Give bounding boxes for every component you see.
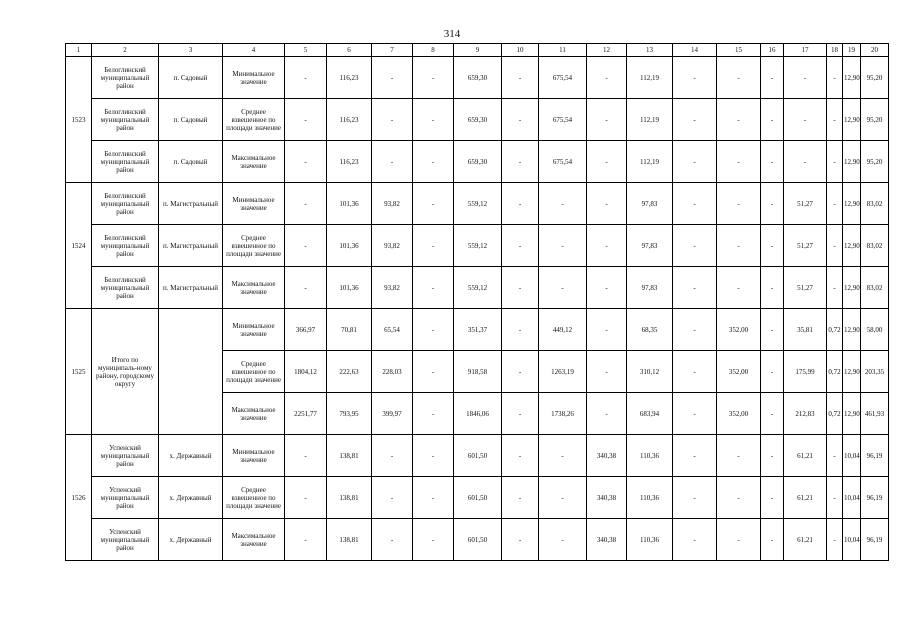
column-number-header: 20 [861, 44, 889, 57]
value-cell: - [717, 435, 761, 477]
table-body [66, 57, 889, 561]
value-cell: 61,21 [784, 477, 827, 519]
value-cell: - [673, 435, 717, 477]
settlement-cell: п. Магистральный [159, 183, 223, 225]
value-cell: 101,36 [327, 267, 372, 309]
value-type-cell: Среднее взвешенное по площади значение [223, 351, 285, 393]
value-cell: 101,36 [327, 183, 372, 225]
district-cell: Белоглинский муниципальный район [92, 183, 159, 225]
record-id-cell: 1525 [66, 309, 92, 435]
value-cell: - [761, 183, 784, 225]
value-cell: 0,72 [827, 393, 843, 435]
value-cell: - [827, 183, 843, 225]
value-cell: 12,90 [843, 57, 861, 99]
value-cell: - [285, 183, 327, 225]
value-cell: - [673, 477, 717, 519]
value-cell: - [285, 477, 327, 519]
value-cell: 366,97 [285, 309, 327, 351]
value-cell: 449,12 [539, 309, 587, 351]
value-cell: 310,12 [627, 351, 673, 393]
value-cell: - [413, 57, 454, 99]
value-cell: - [372, 435, 413, 477]
value-cell: 12,90 [843, 351, 861, 393]
column-number-header: 12 [587, 44, 627, 57]
value-cell: - [502, 183, 539, 225]
value-cell: 138,81 [327, 477, 372, 519]
value-cell: - [539, 477, 587, 519]
value-cell: - [673, 267, 717, 309]
table-row [66, 267, 889, 309]
value-type-cell: Минимальное значение [223, 183, 285, 225]
table-row [66, 57, 889, 99]
settlement-cell: х. Державный [159, 477, 223, 519]
value-cell: - [502, 477, 539, 519]
column-number-header: 10 [502, 44, 539, 57]
table-row [66, 477, 889, 519]
value-cell: - [761, 519, 784, 561]
value-cell: 12,90 [843, 183, 861, 225]
column-number-header: 16 [761, 44, 784, 57]
value-cell: - [285, 267, 327, 309]
value-cell: 116,23 [327, 99, 372, 141]
column-number-header: 11 [539, 44, 587, 57]
value-cell: - [717, 57, 761, 99]
value-cell: 601,50 [454, 435, 502, 477]
settlement-cell: п. Садовый [159, 99, 223, 141]
column-number-header: 17 [784, 44, 827, 57]
value-cell: 1738,26 [539, 393, 587, 435]
value-cell: - [761, 351, 784, 393]
value-cell: - [761, 141, 784, 183]
value-cell: - [285, 519, 327, 561]
table-row [66, 99, 889, 141]
value-cell: 12,90 [843, 225, 861, 267]
value-cell: 61,21 [784, 435, 827, 477]
district-cell: Белоглинский муниципальный район [92, 57, 159, 99]
value-cell: 175,99 [784, 351, 827, 393]
value-cell: - [827, 267, 843, 309]
value-cell: 96,19 [861, 519, 889, 561]
value-cell: - [673, 309, 717, 351]
value-cell: - [761, 309, 784, 351]
value-type-cell: Среднее взвешенное по площади значение [223, 99, 285, 141]
value-cell: - [827, 141, 843, 183]
value-cell: 51,27 [784, 267, 827, 309]
settlement-cell: п. Магистральный [159, 267, 223, 309]
value-cell: 918,58 [454, 351, 502, 393]
table-row [66, 519, 889, 561]
value-cell: - [673, 225, 717, 267]
value-cell: - [761, 225, 784, 267]
value-type-cell: Среднее взвешенное по площади значение [223, 225, 285, 267]
value-cell: - [717, 99, 761, 141]
value-cell: 65,54 [372, 309, 413, 351]
value-cell: 1804,12 [285, 351, 327, 393]
value-cell: 228,03 [372, 351, 413, 393]
value-cell: 559,12 [454, 225, 502, 267]
value-cell: - [413, 519, 454, 561]
column-number-header: 9 [454, 44, 502, 57]
value-cell: 93,82 [372, 183, 413, 225]
value-type-cell: Среднее взвешенное по площади значение [223, 477, 285, 519]
value-cell: 675,54 [539, 99, 587, 141]
value-cell: - [372, 99, 413, 141]
value-cell: 203,35 [861, 351, 889, 393]
table-row [66, 141, 889, 183]
value-cell: - [502, 435, 539, 477]
value-cell: 12,90 [843, 141, 861, 183]
value-cell: 93,82 [372, 225, 413, 267]
value-cell: 110,36 [627, 435, 673, 477]
value-cell: 51,27 [784, 225, 827, 267]
value-cell: - [502, 393, 539, 435]
value-cell: 352,00 [717, 351, 761, 393]
value-cell: 93,82 [372, 267, 413, 309]
settlement-cell: п. Садовый [159, 141, 223, 183]
value-type-cell: Минимальное значение [223, 57, 285, 99]
value-cell: 559,12 [454, 267, 502, 309]
value-cell: 340,38 [587, 435, 627, 477]
value-cell: - [539, 435, 587, 477]
value-cell: 12,90 [843, 267, 861, 309]
column-number-header: 7 [372, 44, 413, 57]
value-cell: 212,83 [784, 393, 827, 435]
value-cell: - [827, 99, 843, 141]
value-cell: 12,90 [843, 393, 861, 435]
value-cell: - [285, 141, 327, 183]
value-cell: - [285, 225, 327, 267]
value-cell: 352,00 [717, 393, 761, 435]
value-cell: - [673, 99, 717, 141]
table-row [66, 435, 889, 477]
value-cell: - [413, 477, 454, 519]
value-cell: 601,50 [454, 477, 502, 519]
column-number-header: 2 [92, 44, 159, 57]
value-cell: - [539, 267, 587, 309]
value-cell: - [673, 393, 717, 435]
district-cell: Белоглинский муниципальный район [92, 225, 159, 267]
value-cell: - [539, 225, 587, 267]
value-cell: - [413, 99, 454, 141]
column-number-header: 13 [627, 44, 673, 57]
value-cell: - [502, 99, 539, 141]
settlement-cell [159, 309, 223, 435]
value-cell: - [587, 99, 627, 141]
value-cell: - [717, 267, 761, 309]
value-cell: 10,04 [843, 477, 861, 519]
value-cell: 12,90 [843, 99, 861, 141]
value-cell: 675,54 [539, 57, 587, 99]
value-cell: - [717, 477, 761, 519]
value-cell: - [587, 225, 627, 267]
value-cell: 340,38 [587, 477, 627, 519]
value-cell: 110,36 [627, 477, 673, 519]
district-cell: Белоглинский муниципальный район [92, 99, 159, 141]
value-cell: - [761, 99, 784, 141]
value-cell: - [784, 141, 827, 183]
value-cell: 659,30 [454, 99, 502, 141]
value-cell: - [673, 141, 717, 183]
value-cell: 10,04 [843, 435, 861, 477]
value-cell: 116,23 [327, 57, 372, 99]
cadastral-value-table [65, 43, 889, 561]
value-cell: 1846,06 [454, 393, 502, 435]
value-cell: - [717, 225, 761, 267]
value-cell: - [539, 183, 587, 225]
value-cell: - [285, 57, 327, 99]
value-cell: - [285, 99, 327, 141]
value-cell: 659,30 [454, 141, 502, 183]
value-cell: - [761, 477, 784, 519]
value-cell: - [502, 351, 539, 393]
value-cell: - [717, 141, 761, 183]
value-cell: - [372, 57, 413, 99]
value-cell: - [827, 519, 843, 561]
column-number-header: 3 [159, 44, 223, 57]
value-cell: - [673, 351, 717, 393]
value-cell: - [502, 267, 539, 309]
value-cell: 112,19 [627, 141, 673, 183]
column-number-header: 8 [413, 44, 454, 57]
value-cell: 10,04 [843, 519, 861, 561]
value-cell: - [587, 351, 627, 393]
value-cell: 68,35 [627, 309, 673, 351]
column-number-header: 1 [66, 44, 92, 57]
value-cell: 96,19 [861, 477, 889, 519]
value-cell: - [413, 225, 454, 267]
value-cell: - [413, 267, 454, 309]
value-cell: 35,81 [784, 309, 827, 351]
record-id-cell: 1526 [66, 435, 92, 561]
value-cell: - [761, 57, 784, 99]
value-cell: - [827, 435, 843, 477]
value-cell: 2251,77 [285, 393, 327, 435]
value-cell: 352,00 [717, 309, 761, 351]
value-cell: 399,97 [372, 393, 413, 435]
value-cell: 138,81 [327, 519, 372, 561]
settlement-cell: х. Державный [159, 435, 223, 477]
value-cell: 83,02 [861, 225, 889, 267]
value-type-cell: Минимальное значение [223, 309, 285, 351]
record-id-cell: 1523 [66, 57, 92, 183]
column-number-row [66, 44, 889, 57]
value-cell: - [587, 183, 627, 225]
value-cell: 683,94 [627, 393, 673, 435]
value-cell: 83,02 [861, 183, 889, 225]
district-cell: Белоглинский муниципальный район [92, 141, 159, 183]
value-type-cell: Максимальное значение [223, 519, 285, 561]
value-cell: 97,83 [627, 183, 673, 225]
value-type-cell: Максимальное значение [223, 267, 285, 309]
value-cell: 138,81 [327, 435, 372, 477]
value-cell: - [413, 393, 454, 435]
value-cell: 1263,19 [539, 351, 587, 393]
value-cell: 51,27 [784, 183, 827, 225]
column-number-header: 14 [673, 44, 717, 57]
value-cell: - [761, 393, 784, 435]
settlement-cell: п. Магистральный [159, 225, 223, 267]
table-row [66, 183, 889, 225]
value-cell: 95,20 [861, 141, 889, 183]
value-cell: - [761, 267, 784, 309]
value-cell: 0,72 [827, 309, 843, 351]
value-cell: 12,90 [843, 309, 861, 351]
value-cell: - [827, 225, 843, 267]
district-cell: Успенский муниципальный район [92, 519, 159, 561]
value-cell: - [413, 141, 454, 183]
value-cell: - [673, 183, 717, 225]
value-cell: - [502, 309, 539, 351]
value-cell: - [827, 477, 843, 519]
column-number-header: 4 [223, 44, 285, 57]
value-cell: - [673, 57, 717, 99]
value-type-cell: Минимальное значение [223, 435, 285, 477]
value-cell: - [784, 57, 827, 99]
value-cell: - [827, 57, 843, 99]
value-cell: 101,36 [327, 225, 372, 267]
value-cell: 461,93 [861, 393, 889, 435]
value-cell: 96,19 [861, 435, 889, 477]
settlement-cell: х. Державный [159, 519, 223, 561]
value-cell: 110,36 [627, 519, 673, 561]
value-cell: - [413, 435, 454, 477]
value-cell: - [673, 519, 717, 561]
value-cell: - [717, 183, 761, 225]
value-type-cell: Максимальное значение [223, 141, 285, 183]
value-cell: 601,50 [454, 519, 502, 561]
value-cell: 675,54 [539, 141, 587, 183]
value-cell: 97,83 [627, 267, 673, 309]
value-cell: 97,83 [627, 225, 673, 267]
value-cell: - [587, 267, 627, 309]
column-number-header: 5 [285, 44, 327, 57]
value-cell: 95,20 [861, 57, 889, 99]
value-cell: 58,00 [861, 309, 889, 351]
value-cell: - [372, 141, 413, 183]
value-cell: - [587, 393, 627, 435]
value-cell: - [372, 519, 413, 561]
value-cell: - [502, 519, 539, 561]
value-cell: 0,72 [827, 351, 843, 393]
value-cell: - [502, 225, 539, 267]
value-cell: - [587, 57, 627, 99]
district-cell: Успенский муниципальный район [92, 435, 159, 477]
column-number-header: 15 [717, 44, 761, 57]
value-cell: 222,63 [327, 351, 372, 393]
value-cell: - [784, 99, 827, 141]
value-cell: - [413, 309, 454, 351]
value-cell: 793,95 [327, 393, 372, 435]
value-cell: - [587, 141, 627, 183]
district-cell: Белоглинский муниципальный район [92, 267, 159, 309]
table-row [66, 225, 889, 267]
value-cell: 351,37 [454, 309, 502, 351]
value-cell: - [372, 477, 413, 519]
table-row [66, 309, 889, 351]
value-cell: - [413, 183, 454, 225]
value-cell: - [539, 519, 587, 561]
value-cell: - [587, 309, 627, 351]
column-number-header: 18 [827, 44, 843, 57]
value-cell: - [717, 519, 761, 561]
district-cell: Успенский муниципальный район [92, 477, 159, 519]
value-cell: - [285, 435, 327, 477]
value-cell: - [761, 435, 784, 477]
value-cell: 116,23 [327, 141, 372, 183]
column-number-header: 19 [843, 44, 861, 57]
value-cell: - [502, 141, 539, 183]
record-id-cell: 1524 [66, 183, 92, 309]
value-type-cell: Максимальное значение [223, 393, 285, 435]
value-cell: 559,12 [454, 183, 502, 225]
settlement-cell: п. Садовый [159, 57, 223, 99]
value-cell: 83,02 [861, 267, 889, 309]
value-cell: 95,20 [861, 99, 889, 141]
district-cell: Итого по муниципаль-ному району, городскому округу [92, 309, 159, 435]
value-cell: - [413, 351, 454, 393]
page-number: 314 [443, 28, 461, 40]
value-cell: 659,30 [454, 57, 502, 99]
value-cell: 70,81 [327, 309, 372, 351]
value-cell: 112,19 [627, 99, 673, 141]
value-cell: - [502, 57, 539, 99]
value-cell: 112,19 [627, 57, 673, 99]
value-cell: 340,38 [587, 519, 627, 561]
value-cell: 61,21 [784, 519, 827, 561]
column-number-header: 6 [327, 44, 372, 57]
